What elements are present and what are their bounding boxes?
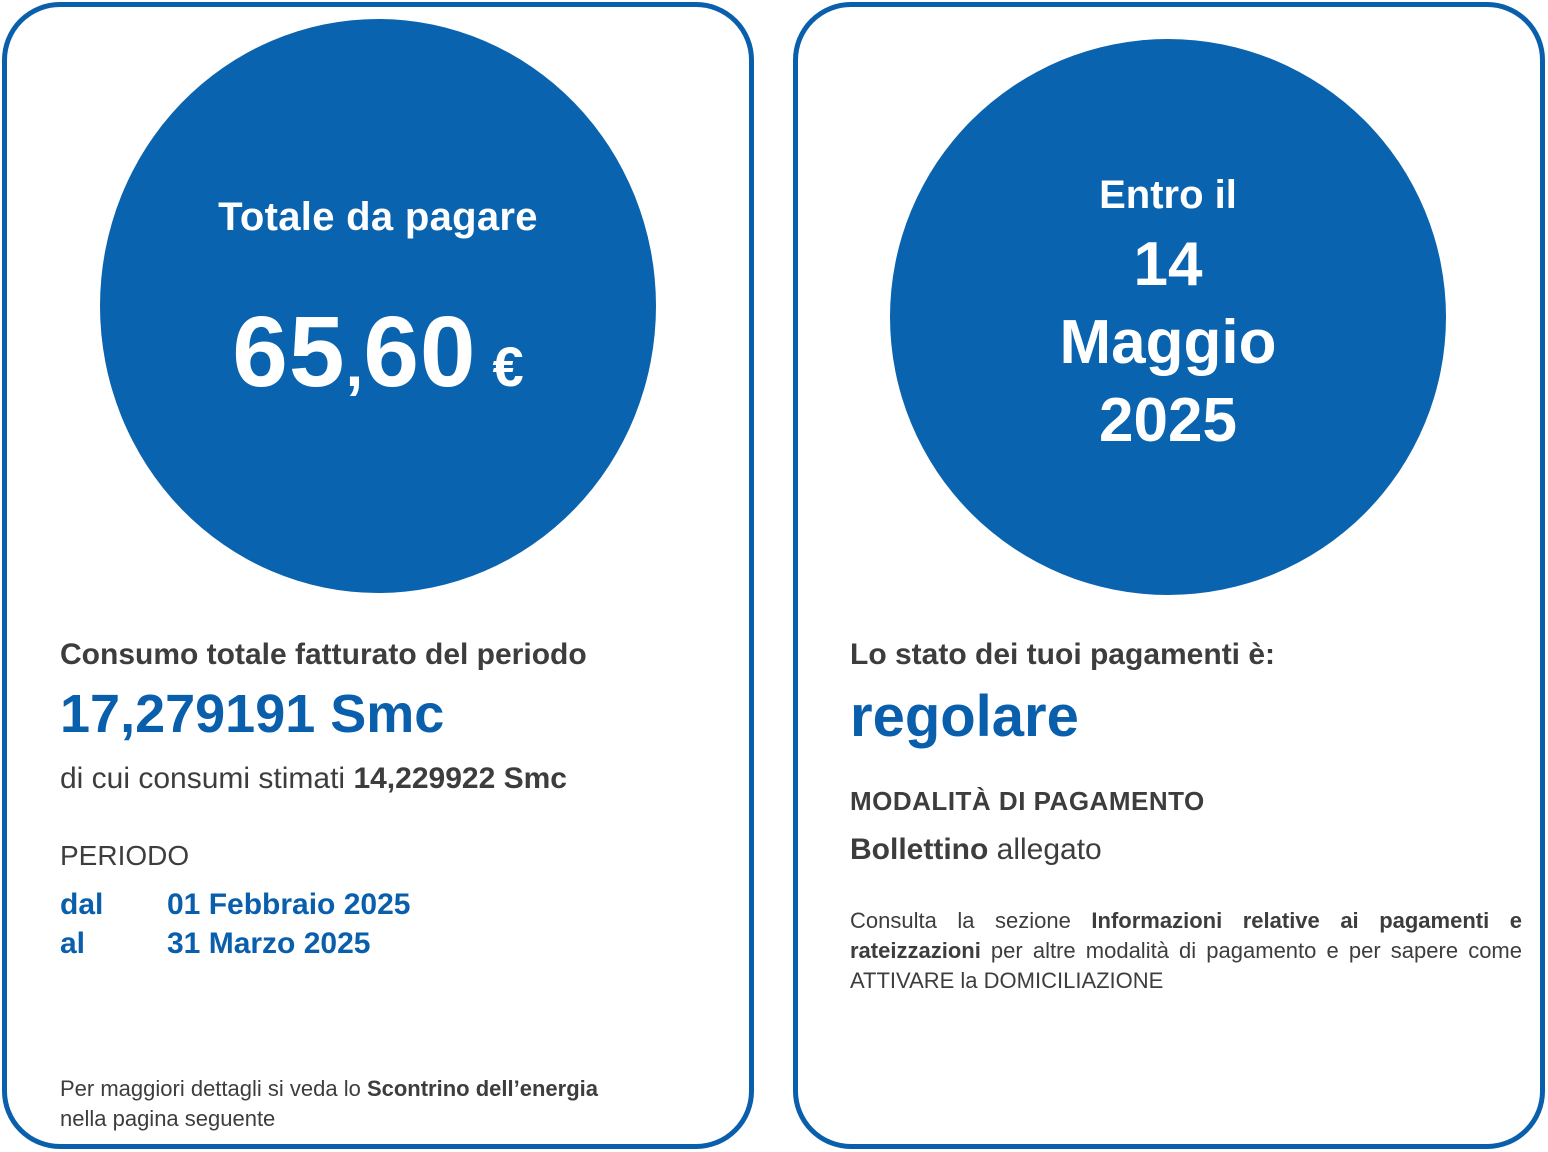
payment-mode-value bbox=[850, 833, 1102, 867]
due-date-circle bbox=[890, 39, 1446, 595]
consumption-title: Consumo totale fatturato del periodo bbox=[60, 638, 587, 671]
period-from-label: dal bbox=[60, 888, 104, 921]
period-from-date: 01 Febbraio 2025 bbox=[167, 888, 411, 921]
total-amount bbox=[100, 295, 656, 410]
due-date-card bbox=[793, 2, 1545, 1149]
currency-symbol: € bbox=[492, 335, 524, 398]
info-section-ref: Informazioni relative ai pagamenti e rateizzazioni bbox=[850, 908, 1522, 963]
estimated-prefix: di cui consumi stimati bbox=[60, 762, 354, 795]
estimated-value: 14,229922 Smc bbox=[353, 762, 567, 795]
period-to-label: al bbox=[60, 927, 86, 960]
total-label: Totale da pagare bbox=[218, 195, 538, 239]
due-label: Entro il bbox=[1099, 173, 1237, 217]
due-month: Maggio bbox=[1059, 308, 1277, 377]
footer-prefix: Per maggiori dettagli si veda lo bbox=[60, 1076, 367, 1101]
payment-mode-bold: Bollettino bbox=[850, 833, 989, 866]
amount-separator: , bbox=[345, 328, 364, 400]
info-prefix: Consulta la sezione bbox=[850, 908, 1092, 933]
footer-receipt-ref: Scontrino dell’energia bbox=[366, 1076, 598, 1101]
info-suffix: per altre modalità di pagamento e per sapere come ATTIVARE la DOMICILIAZIONE bbox=[850, 938, 1522, 993]
payment-mode-title: MODALITÀ DI PAGAMENTO bbox=[850, 786, 1205, 816]
consumption-value: 17,279191 Smc bbox=[60, 684, 445, 744]
due-year: 2025 bbox=[1099, 386, 1237, 455]
amount-integer: 65 bbox=[232, 296, 346, 408]
payment-info-note bbox=[850, 906, 1522, 996]
payment-status-title: Lo stato dei tuoi pagamenti è: bbox=[850, 638, 1276, 671]
amount-decimals: 60 bbox=[363, 296, 477, 408]
period-to-date: 31 Marzo 2025 bbox=[167, 927, 371, 960]
total-amount-circle bbox=[100, 19, 656, 593]
due-day: 14 bbox=[1133, 230, 1203, 299]
footer-note-line2: nella pagina seguente bbox=[60, 1106, 276, 1131]
period-label: PERIODO bbox=[60, 840, 190, 871]
estimated-consumption bbox=[60, 762, 567, 796]
payment-mode-rest: allegato bbox=[988, 833, 1102, 866]
payment-status-value: regolare bbox=[850, 684, 1079, 749]
footer-note-line1 bbox=[60, 1076, 598, 1102]
total-card bbox=[2, 2, 754, 1149]
